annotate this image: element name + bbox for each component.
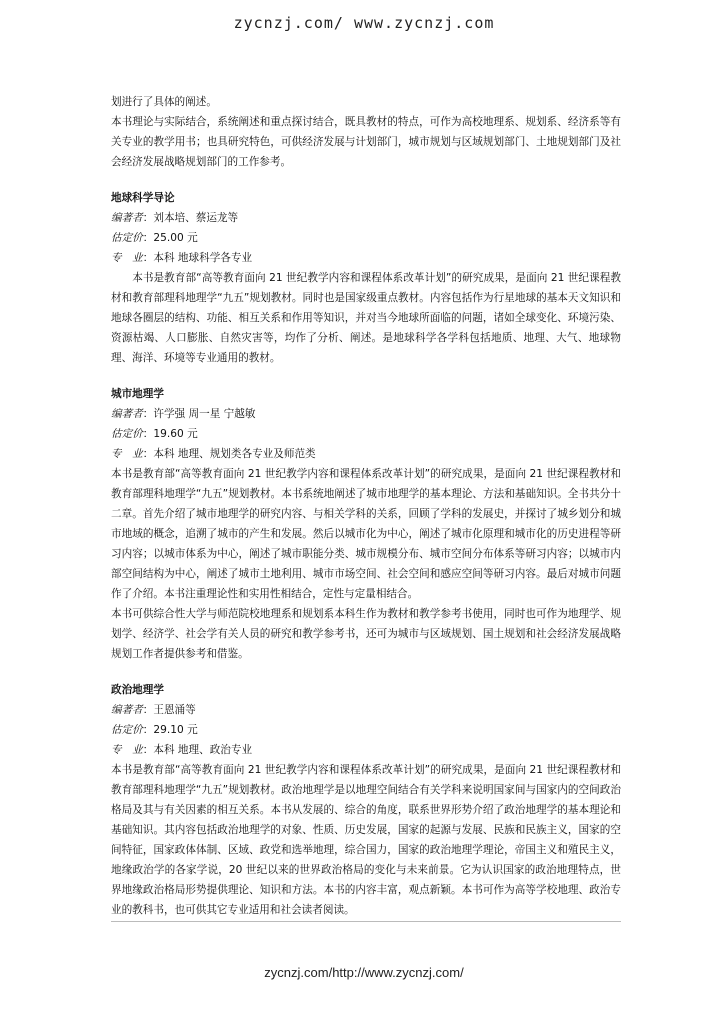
author-value: 许学强 周一星 宁越敏 [153, 408, 256, 420]
price-label: 估定价 [111, 724, 143, 736]
price-value: 29.10 元 [153, 724, 198, 736]
book-price: 估定价：29.10 元 [111, 724, 198, 736]
book-major: 专 业：本科 地理、政治专业 [111, 744, 253, 756]
book-major: 专 业：本科 地理、规划类各专业及师范类 [111, 448, 316, 460]
intro-paragraph: 本书理论与实际结合，系统阐述和重点探讨结合，既具教材的特点，可作为高校地理系、规划系、经济系等有关专业的教学用书；也具研究特色，可供经济发展与计划部门，城市规划与区域规划部门、土地规划部门及社会经济发展战略规划部门的工作参考。 [111, 116, 621, 168]
book-author: 编著者：刘本培、蔡运龙等 [111, 212, 239, 224]
author-label: 编著者 [111, 408, 143, 420]
author-label: 编著者 [111, 212, 143, 224]
book-description: 本书是教育部“高等教育面向 21 世纪教学内容和课程体系改革计划”的研究成果，是面向 21 世纪课程教材和教育部理科地理学“九五”规划教材。本书系统地阐述了城市地理学的基本理论、方法和基础知识。全书共分十二章。首先介绍了城市地理学的研究内容、与相关学科的关系，回顾了学科的发展史，并探讨了城乡划分和城市地域的概念，追溯了城市的产生和发展。然后以城市化为中心，阐述了城市化原理和城市化的历史进程等研习内容；以城市体系为中心，阐述了城市职能分类、城市规模分布、城市空间分布体系等研习内容；以城市内部空间结构为中心，阐述了城市土地利用、城市市场空间、社会空间和感应空间等研习内容。最后对城市问题作了介绍。本书注重理论性和实用性相结合，定性与定量相结合。 [111, 468, 621, 600]
major-value: 本科 地理、政治专业 [153, 744, 253, 756]
page-footer: zycnzj.com/http://www.zycnzj.com/ [264, 965, 464, 980]
major-label: 专 业 [111, 448, 143, 460]
book-entry-political-geography [111, 680, 621, 920]
major-value: 本科 地球科学各专业 [153, 252, 253, 264]
document-body [111, 92, 621, 920]
price-value: 25.00 元 [153, 232, 198, 244]
book-description: 本书是教育部“高等教育面向 21 世纪教学内容和课程体系改革计划”的研究成果，是面向 21 世纪课程教材和教育部理科地理学“九五”规划教材。政治地理学是以地理空间结合有关学科来说明国家间与国家内的空间政治格局及其与有关因素的相互关系。本书从发展的、综合的角度，联系世界形势介绍了政治地理学的基本理论和基础知识。其内容包括政治地理学的对象、性质、历史发展，国家的起源与发展、民族和民族主义，国家的空间特征，国家政体体制、区域、政党和选举地理，综合国力，国家的政治地理学理论，帝国主义和殖民主义，地缘政治学的各家学说，20 世纪以来的世界政治格局的变化与未来前景。它为认识国家的政治地理特点，世界地缘政治格局形势提供理论、知识和方法。本书的内容丰富，观点新颖。本书可作为高等学校地理、政治专业的教科书，也可供其它专业适用和社会读者阅读。 [111, 764, 621, 916]
price-label: 估定价 [111, 232, 143, 244]
book-author: 编著者：王恩涌等 [111, 704, 196, 716]
page-header: zycnzj.com/ www.zycnzj.com [233, 14, 495, 32]
author-value: 刘本培、蔡运龙等 [153, 212, 239, 224]
price-label: 估定价 [111, 428, 143, 440]
book-author: 编著者：许学强 周一星 宁越敏 [111, 408, 256, 420]
book-major: 专 业：本科 地球科学各专业 [111, 252, 253, 264]
major-label: 专 业 [111, 744, 143, 756]
price-value: 19.60 元 [153, 428, 198, 440]
intro-paragraph: 划进行了具体的阐述。 [111, 96, 217, 108]
book-price: 估定价：25.00 元 [111, 232, 198, 244]
book-price: 估定价：19.60 元 [111, 428, 198, 440]
author-value: 王恩涌等 [153, 704, 196, 716]
book-entry-earth-science [111, 188, 621, 368]
book-title: 地球科学导论 [111, 192, 175, 204]
book-description: 本书可供综合性大学与师范院校地理系和规划系本科生作为教材和教学参考书使用，同时也可作为地理学、规划学、经济学、社会学有关人员的研究和教学参考书，还可为城市与区域规划、国土规划和社会经济发展战略规划工作者提供参考和借鉴。 [111, 608, 621, 660]
book-title: 政治地理学 [111, 684, 164, 696]
book-title: 城市地理学 [111, 388, 164, 400]
book-entry-urban-geography [111, 384, 621, 664]
book-description: 本书是教育部“高等教育面向 21 世纪教学内容和课程体系改革计划”的研究成果，是面向 21 世纪课程教材和教育部理科地理学“九五”规划教材。同时也是国家级重点教材。内容包括作为行星地球的基本天文知识和地球各圈层的结构、功能、相互关系和作用等知识，并对当今地球所面临的问题，诸如全球变化、环境污染、资源枯竭、人口膨胀、自然灾害等，均作了分析、阐述。是地球科学各学科包括地质、地理、大气、地球物理、海洋、环境等专业通用的教材。 [111, 272, 621, 364]
footer-divider [111, 921, 621, 922]
author-label: 编著者 [111, 704, 143, 716]
major-label: 专 业 [111, 252, 143, 264]
major-value: 本科 地理、规划类各专业及师范类 [153, 448, 316, 460]
